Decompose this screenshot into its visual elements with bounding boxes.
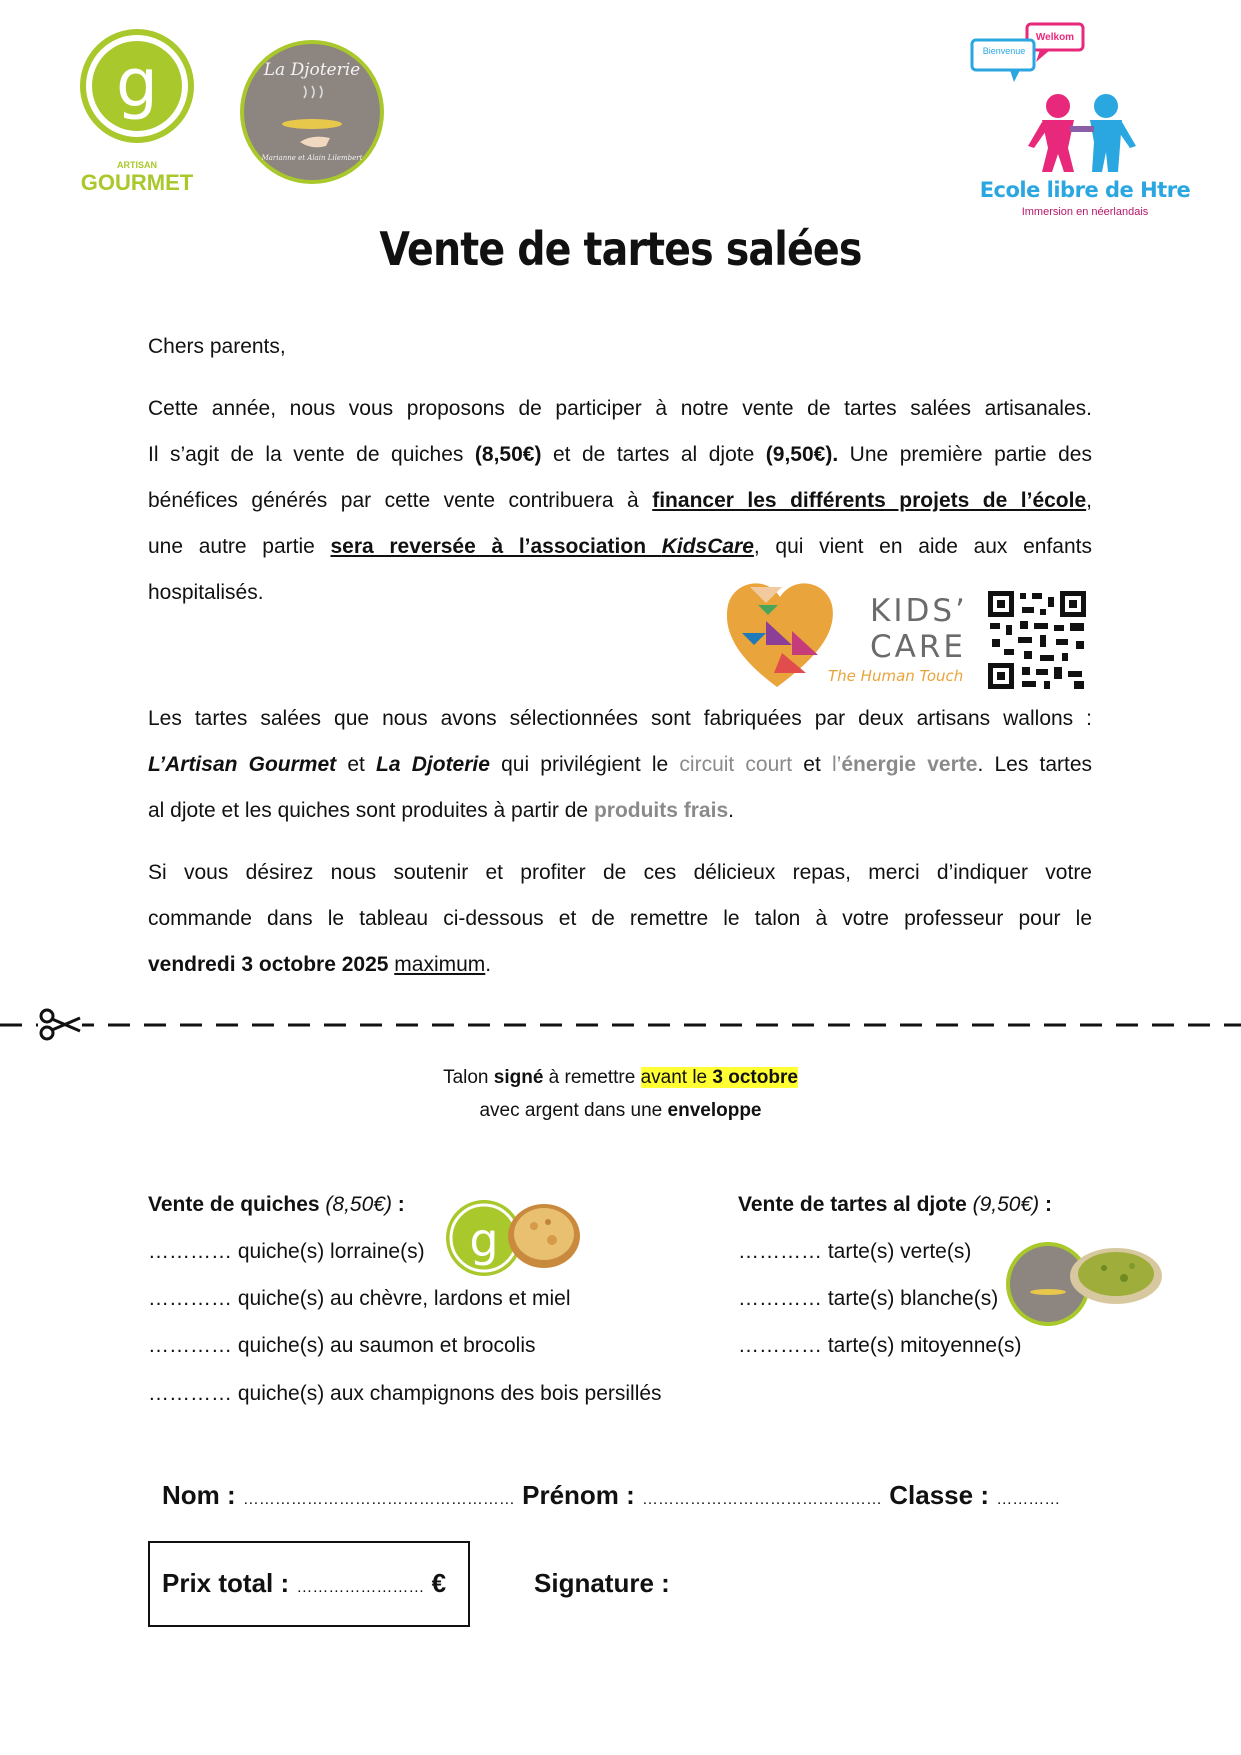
- energie-verte-highlight: énergie verte: [841, 753, 978, 776]
- school-projects-link: financer les différents projets de l’école: [652, 489, 1087, 512]
- intro-line-3: bénéfices générés par cette vente contribuera à financer les différents projets de l’école,: [148, 489, 1092, 512]
- quiche-photo: [444, 1196, 584, 1280]
- artisans-line-3: al djote et les quiches sont produites à partir de produits frais.: [148, 799, 734, 822]
- instructions-line-1: Si vous désirez nous soutenir et profiter de ces délicieux repas, merci d’indiquer votre: [148, 861, 1092, 884]
- gourmet-small-label: ARTISAN: [117, 160, 157, 170]
- talon-line-1: Talon signé à remettre avant le 3 octobre: [443, 1067, 798, 1088]
- tarte-photo: [1004, 1238, 1162, 1330]
- kidscare-tagline: The Human Touch: [828, 667, 964, 685]
- intro-line-1: Cette année, nous vous proposons de participer à notre vente de tartes salées artisanales.: [148, 397, 1092, 420]
- greeting: Chers parents,: [148, 335, 286, 358]
- instructions-line-3: vendredi 3 octobre 2025 maximum.: [148, 953, 492, 976]
- intro-line-4: une autre partie sera reversée à l’association KidsCare, qui vient en aide aux enfants: [148, 535, 1092, 558]
- quiches-title: Vente de quiches (8,50€) :: [148, 1193, 405, 1216]
- djoterie-name: La Djoterie: [263, 60, 361, 80]
- identity-line: [162, 1480, 1060, 1511]
- talon-line-2: avec argent dans une enveloppe: [479, 1100, 762, 1121]
- produits-frais-highlight: produits frais: [593, 799, 729, 822]
- quiche-item-chevre[interactable]: ………… quiche(s) au chèvre, lardons et miel: [148, 1287, 571, 1310]
- tarte-price: (9,50€).: [765, 443, 839, 466]
- prix-total-label: Prix total :: [162, 1568, 297, 1598]
- tarte-item-verte[interactable]: ………… tarte(s) verte(s): [738, 1240, 972, 1263]
- ecole-bubble-welkom: Welkom: [1035, 32, 1075, 43]
- artisan-gourmet-name: L’Artisan Gourmet: [148, 753, 337, 776]
- prenom-field[interactable]: ………………………………………: [642, 1491, 883, 1508]
- order-instructions: [148, 850, 1092, 988]
- artisans-line-2: L’Artisan Gourmet et La Djoterie qui privilégient le circuit court et l’énergie verte. Les tartes: [148, 753, 1093, 776]
- svg-text:g: g: [116, 45, 158, 122]
- nom-field[interactable]: ……………………………………………: [242, 1491, 515, 1508]
- tartes-title: Vente de tartes al djote (9,50€) :: [738, 1193, 1052, 1216]
- classe-label: Classe :: [882, 1480, 997, 1510]
- artisan-gourmet-logo: [72, 28, 202, 198]
- la-djoterie-name: La Djoterie: [376, 753, 490, 776]
- artisans-paragraph: [148, 696, 1092, 834]
- kidscare-logo: [722, 575, 1092, 693]
- artisans-line-1: Les tartes salées que nous avons sélectionnées sont fabriquées par deux artisans wallons :: [148, 707, 1092, 730]
- page-title: Vente de tartes salées: [379, 222, 862, 276]
- ecole-libre-logo: [970, 22, 1200, 222]
- deadline-date: vendredi 3 octobre 2025: [148, 953, 389, 976]
- quiche-item-lorraine[interactable]: ………… quiche(s) lorraine(s): [148, 1240, 425, 1263]
- classe-field[interactable]: …………: [996, 1491, 1061, 1508]
- scissors-icon: [38, 1007, 82, 1041]
- djoterie-subtitle: Marianne et Alain Lilembert: [261, 154, 363, 162]
- ecole-subtitle: Immersion en néerlandais: [1021, 206, 1149, 218]
- quiche-item-champignons[interactable]: ………… quiche(s) aux champignons des bois persillés: [148, 1382, 662, 1405]
- prenom-label: Prénom :: [514, 1480, 643, 1510]
- nom-label: Nom :: [162, 1480, 243, 1510]
- quiche-price: (8,50€): [474, 443, 542, 466]
- quiches-section: [148, 1193, 405, 1217]
- deadline-highlight: avant le 3 octobre: [640, 1067, 798, 1088]
- kidscare-association-link: sera reversée à l’association KidsCare: [330, 535, 754, 558]
- signature-label: Signature :: [534, 1568, 670, 1598]
- instructions-line-2: commande dans le tableau ci-dessous et de remettre le talon à votre professeur pour le: [148, 907, 1092, 930]
- cut-line: [0, 1010, 1241, 1050]
- tarte-item-mitoyenne[interactable]: ………… tarte(s) mitoyenne(s): [738, 1334, 1022, 1357]
- maximum-underlined: maximum: [394, 953, 486, 976]
- euro-sign: €: [424, 1568, 447, 1598]
- intro-line-2: Il s’agit de la vente de quiches (8,50€) et de tartes al djote (9,50€). Une première partie des: [148, 443, 1092, 466]
- intro-line-5: hospitalisés.: [148, 581, 264, 604]
- ecole-bubble-bienvenue: Bienvenue: [982, 46, 1026, 56]
- gourmet-big-label: GOURMET: [80, 170, 194, 195]
- signature-field[interactable]: [690, 1560, 1090, 1610]
- kidscare-line-2: CARE: [870, 629, 966, 665]
- tarte-item-blanche[interactable]: ………… tarte(s) blanche(s): [738, 1287, 999, 1310]
- la-djoterie-logo: [238, 38, 386, 186]
- kidscare-line-1: KIDS’: [870, 593, 968, 629]
- ecole-name: Ecole libre de Htre: [979, 178, 1191, 202]
- svg-text:g: g: [469, 1213, 499, 1267]
- circuit-court-highlight: circuit court: [679, 753, 793, 776]
- quiche-item-saumon[interactable]: ………… quiche(s) au saumon et brocolis: [148, 1334, 536, 1357]
- prix-total-line: [162, 1568, 446, 1599]
- tartes-section: [738, 1193, 1052, 1217]
- prix-total-field[interactable]: ……………………: [296, 1579, 425, 1596]
